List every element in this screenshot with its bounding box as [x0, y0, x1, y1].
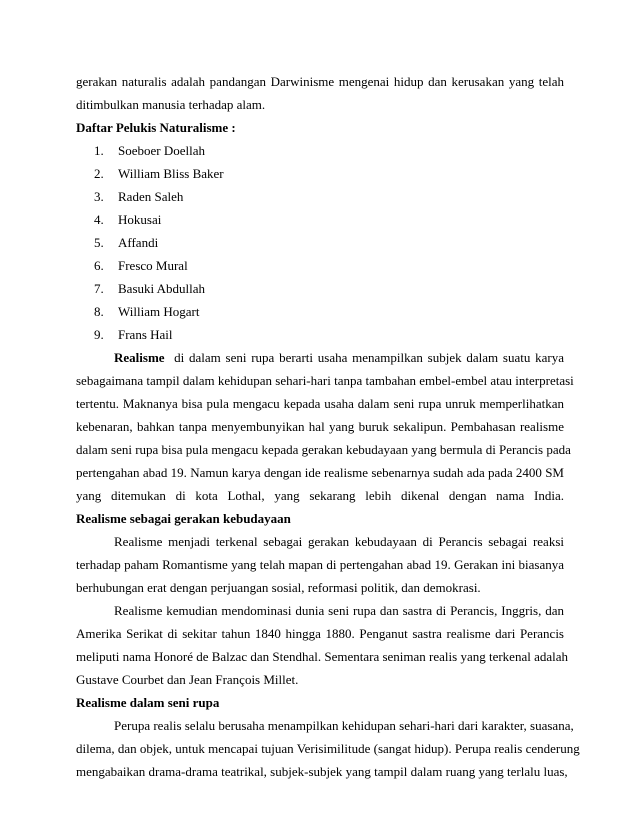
painter-name: Raden Saleh: [118, 189, 184, 204]
painter-name: Soeboer Doellah: [118, 143, 206, 158]
section1-p2-line-4: Gustave Courbet dan Jean François Millet.: [76, 672, 299, 687]
section1-p1-line-2: terhadap paham Romantisme yang telah mapan di pertengahan abad 19. Gerakan ini biasanya: [76, 557, 564, 572]
painter-name: William Bliss Baker: [118, 166, 224, 181]
intro-line-1: gerakan naturalis adalah pandangan Darwinisme mengenai hidup dan kerusakan yang telah: [76, 74, 564, 89]
list-item: [94, 302, 200, 322]
realisme-term: Realisme: [114, 350, 165, 365]
list-number: 4.: [94, 212, 104, 227]
section1-p2-line-2: Amerika Serikat di sekitar tahun 1840 hingga 1880. Penganut sastra realisme dari Perancis: [76, 626, 564, 641]
painter-list-heading: Daftar Pelukis Naturalisme :: [76, 120, 236, 135]
realisme-para-line-5: dalam seni rupa bisa pula mengacu kepada gerakan kebudayaan yang bermula di Perancis pada: [76, 442, 571, 457]
list-number: 6.: [94, 258, 104, 273]
painter-name: Hokusai: [118, 212, 162, 227]
realisme-para-line-3: tertentu. Maknanya bisa pula mengacu kepada usaha dalam seni rupa unruk memperlihatkan: [76, 396, 564, 411]
list-item: [94, 141, 206, 161]
list-item: [94, 187, 184, 207]
list-item: [94, 233, 159, 253]
realisme-para-line-7: yang ditemukan di kota Lothal, yang sekarang lebih dikenal dengan nama India.: [76, 488, 564, 503]
list-item: [94, 256, 188, 276]
section-heading-gerakan-kebudayaan: Realisme sebagai gerakan kebudayaan: [76, 511, 291, 526]
section-heading-seni-rupa: Realisme dalam seni rupa: [76, 695, 220, 710]
section1-p2-line-1: Realisme kemudian mendominasi dunia seni rupa dan sastra di Perancis, Inggris, dan: [114, 603, 564, 618]
painter-name: Affandi: [118, 235, 159, 250]
list-item: [94, 325, 173, 345]
intro-line-2: ditimbulkan manusia terhadap alam.: [76, 97, 266, 112]
list-number: 5.: [94, 235, 104, 250]
realisme-para-line-6: pertengahan abad 19. Namun karya dengan ide realisme sebenarnya sudah ada pada 2400 SM: [76, 465, 564, 480]
painter-name: Frans Hail: [118, 327, 173, 342]
list-number: 2.: [94, 166, 104, 181]
section2-p1-line-3: mengabaikan drama-drama teatrikal, subjek-subjek yang tampil dalam ruang yang terlalu luas,: [76, 764, 568, 779]
section1-p1-line-3: berhubungan erat dengan perjuangan sosial, reformasi politik, dan demokrasi.: [76, 580, 481, 595]
painter-name: William Hogart: [118, 304, 200, 319]
section1-p1-line-1: Realisme menjadi terkenal sebagai gerakan kebudayaan di Perancis sebagai reaksi: [114, 534, 564, 549]
realisme-line-1-text: di dalam seni rupa berarti usaha menampilkan subjek dalam suatu karya: [174, 350, 564, 365]
realisme-para-line-4: kebenaran, bahkan tanpa menyembunyikan hal yang buruk sekalipun. Pembahasan realisme: [76, 419, 564, 434]
list-number: 1.: [94, 143, 104, 158]
list-item: [94, 164, 224, 184]
realisme-para-line-2: sebagaimana tampil dalam kehidupan sehari-hari tanpa tambahan embel-embel atau interpretasi: [76, 373, 574, 388]
list-item: [94, 279, 206, 299]
list-number: 3.: [94, 189, 104, 204]
painter-name: Fresco Mural: [118, 258, 188, 273]
list-number: 8.: [94, 304, 104, 319]
section2-p1-line-2: dilema, dan objek, untuk mencapai tujuan Verisimilitude (sangat hidup). Perupa realis cenderung: [76, 741, 580, 756]
section1-p2-line-3: meliputi nama Honoré de Balzac dan Stendhal. Sementara seniman realis yang terkenal adalah: [76, 649, 569, 664]
painter-name: Basuki Abdullah: [118, 281, 206, 296]
list-item: [94, 210, 162, 230]
list-number: 9.: [94, 327, 104, 342]
list-number: 7.: [94, 281, 104, 296]
section2-p1-line-1: Perupa realis selalu berusaha menampilkan kehidupan sehari-hari dari karakter, suasana,: [114, 718, 574, 733]
realisme-para-line-1: [114, 348, 564, 368]
